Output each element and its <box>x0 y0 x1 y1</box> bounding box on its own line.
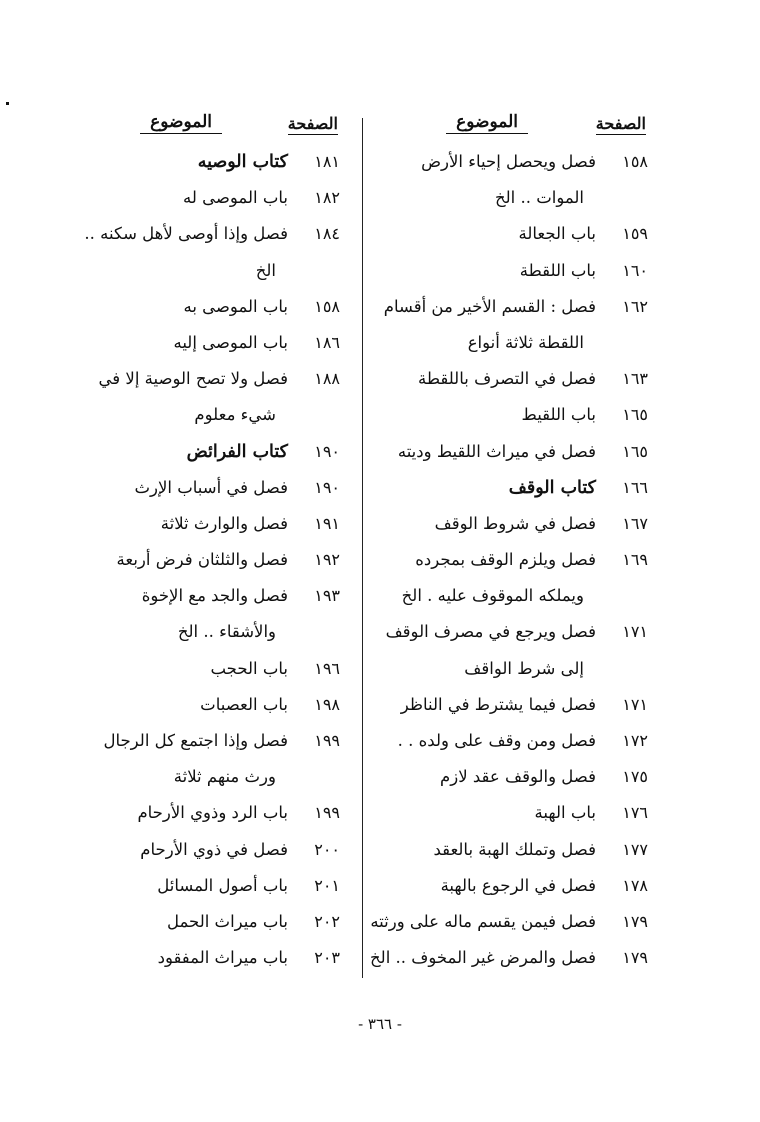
toc-entry <box>370 940 648 976</box>
toc-entry <box>378 759 648 795</box>
entry-title: إلى شرط الواقف <box>464 658 584 678</box>
toc-entry <box>378 361 648 397</box>
toc-entry <box>378 253 648 289</box>
left-column <box>84 108 340 976</box>
toc-entry <box>378 180 648 216</box>
entry-title: فصل والوارث ثلاثة <box>160 513 288 533</box>
entry-title: فصل والمرض غير المخوف .. الخ <box>370 948 596 968</box>
entry-title: باب الحجب <box>210 658 288 678</box>
entry-page-number: ١٨٢ <box>314 188 340 208</box>
right-entries <box>370 144 648 976</box>
toc-entry <box>90 180 340 216</box>
entry-title: فصل في التصرف باللقطة <box>417 369 596 389</box>
page-number: - ٣٦٦ - <box>358 1015 402 1033</box>
toc-entry <box>90 361 340 397</box>
entry-title: والأشقاء .. الخ <box>177 622 276 642</box>
entry-page-number: ١٧٥ <box>622 767 648 787</box>
entry-title: فصل والثلثان فرض أربعة <box>116 550 288 570</box>
entry-title: الموات .. الخ <box>494 188 584 208</box>
toc-entry <box>378 614 648 650</box>
toc-entry <box>90 325 340 361</box>
entry-title: فصل فيما يشترط في الناظر <box>400 694 596 714</box>
entry-title: باب اللقيط <box>521 405 596 425</box>
toc-entry <box>90 614 340 650</box>
toc-entry <box>90 940 340 976</box>
entry-page-number: ١٩٦ <box>314 658 340 678</box>
entry-page-number: ١٨٤ <box>314 224 340 244</box>
toc-entry <box>90 253 340 289</box>
entry-title: فصل في الرجوع بالهبة <box>440 875 596 895</box>
left-column-header <box>90 108 340 144</box>
entry-title: باب الموصى له <box>183 188 288 208</box>
entry-title: فصل وإذا أوصى لأهل سكنه .. <box>84 224 288 244</box>
topic-heading: الموضوع <box>446 112 528 134</box>
entry-page-number: ٢٠٢ <box>314 911 340 931</box>
entry-title: فصل في أسباب الإرث <box>134 477 288 497</box>
entry-title: باب الجعالة <box>518 224 596 244</box>
scan-mark <box>6 102 9 105</box>
toc-entry <box>84 216 340 252</box>
toc-entry <box>90 904 340 940</box>
entry-title: كتاب الفرائض <box>186 441 288 462</box>
entry-page-number: ١٧٩ <box>622 911 648 931</box>
toc-entry <box>378 542 648 578</box>
section-heading-entry <box>90 434 340 470</box>
entry-page-number: ١٩٨ <box>314 694 340 714</box>
toc-entry <box>378 832 648 868</box>
toc-entry <box>378 144 648 180</box>
entry-page-number: ١٩٠ <box>314 441 340 461</box>
entry-title: فصل والجد مع الإخوة <box>141 586 288 606</box>
entry-title: الخ <box>255 260 276 280</box>
entry-title: باب الموصى به <box>183 296 288 316</box>
column-divider <box>362 118 363 978</box>
entry-title: فصل والوقف عقد لازم <box>440 767 596 787</box>
entry-title: فصل ومن وقف على ولده . . <box>397 731 596 750</box>
entry-page-number: ١٧٦ <box>622 803 648 823</box>
entry-title: باب الرد وذوي الأرحام <box>137 803 288 823</box>
toc-entry <box>90 651 340 687</box>
toc-entry <box>90 795 340 831</box>
entry-page-number: ١٦٧ <box>622 513 648 533</box>
entry-page-number: ٢٠٣ <box>314 948 340 968</box>
entry-title: فصل فيمن يقسم ماله على ورثته <box>370 911 596 931</box>
entry-title: كتاب الوقف <box>508 477 596 498</box>
entry-page-number: ١٧٨ <box>622 875 648 895</box>
entry-page-number: ١٥٩ <box>622 224 648 244</box>
toc-entry <box>378 216 648 252</box>
toc-entry <box>378 795 648 831</box>
entry-page-number: ١٦٦ <box>622 477 648 497</box>
right-column <box>370 108 648 976</box>
entry-page-number: ١٩١ <box>314 513 340 533</box>
toc-entry <box>378 723 648 759</box>
toc-entry <box>378 651 648 687</box>
entry-page-number: ١٧١ <box>622 694 648 714</box>
toc-entry <box>90 578 340 614</box>
entry-page-number: ١٨٦ <box>314 332 340 352</box>
entry-title: كتاب الوصيه <box>197 152 288 172</box>
entry-page-number: ١٦٣ <box>622 369 648 389</box>
entry-page-number: ١٥٨ <box>622 152 648 171</box>
toc-entry <box>378 868 648 904</box>
entry-page-number: ١٩٢ <box>314 550 340 570</box>
entry-page-number: ١٧٧ <box>622 839 648 859</box>
toc-entry <box>378 687 648 723</box>
toc-entry <box>90 723 340 759</box>
entry-title: باب أصول المسائل <box>157 875 288 895</box>
toc-entry <box>90 759 340 795</box>
page-heading: الصفحة <box>287 114 338 133</box>
section-heading-entry <box>378 470 648 506</box>
toc-entry <box>90 470 340 506</box>
entry-title: ويملكه الموقوف عليه . الخ <box>401 586 584 606</box>
entry-page-number: ١٦٩ <box>622 550 648 570</box>
entry-title: فصل وتملك الهبة بالعقد <box>433 839 596 859</box>
toc-entry <box>378 397 648 433</box>
entry-title: فصل وإذا اجتمع كل الرجال <box>103 731 288 750</box>
section-heading-entry <box>90 144 340 180</box>
entry-title: فصل ويلزم الوقف بمجرده <box>415 550 596 570</box>
toc-entry <box>90 506 340 542</box>
entry-page-number: ١٨٨ <box>314 369 340 389</box>
entry-title: فصل ولا تصح الوصية إلا في <box>98 369 288 389</box>
entry-title: باب العصبات <box>200 694 288 714</box>
entry-page-number: ١٧٢ <box>622 731 648 750</box>
entry-title: اللقطة ثلاثة أنواع <box>467 332 584 352</box>
toc-entry <box>378 506 648 542</box>
entry-page-number: ١٧١ <box>622 622 648 642</box>
page-heading: الصفحة <box>595 114 646 133</box>
entry-page-number: ١٦٥ <box>622 405 648 425</box>
entry-page-number: ١٥٨ <box>314 296 340 316</box>
entry-page-number: ١٨١ <box>314 152 340 171</box>
entry-title: باب اللقطة <box>519 260 596 280</box>
toc-entry <box>90 832 340 868</box>
toc-entry <box>90 868 340 904</box>
entry-title: باب الموصى إليه <box>173 332 288 352</box>
entry-page-number: ١٦٥ <box>622 441 648 461</box>
toc-entry <box>378 325 648 361</box>
entry-title: فصل ويحصل إحياء الأرض <box>421 152 596 171</box>
left-entries <box>84 144 340 976</box>
entry-title: ورث منهم ثلاثة <box>173 767 276 787</box>
toc-entry <box>90 397 340 433</box>
entry-page-number: ١٩٣ <box>314 586 340 606</box>
toc-entry <box>378 434 648 470</box>
topic-heading: الموضوع <box>140 112 222 134</box>
toc-entry <box>370 904 648 940</box>
entry-title: فصل في شروط الوقف <box>434 513 596 533</box>
toc-entry <box>90 289 340 325</box>
entry-page-number: ١٦٠ <box>622 260 648 280</box>
entry-title: فصل في ميراث اللقيط وديته <box>397 441 596 461</box>
entry-title: شيء معلوم <box>194 405 276 425</box>
entry-title: باب ميراث الحمل <box>167 911 288 931</box>
entry-page-number: ١٧٩ <box>622 948 648 968</box>
entry-title: فصل : القسم الأخير من أقسام <box>383 296 596 316</box>
entry-page-number: ٢٠٠ <box>314 839 340 859</box>
entry-page-number: ١٩٩ <box>314 731 340 750</box>
entry-title: فصل في ذوي الأرحام <box>140 839 288 859</box>
entry-page-number: ١٩٠ <box>314 477 340 497</box>
right-column-header <box>378 108 648 144</box>
toc-entry <box>90 542 340 578</box>
toc-entry <box>90 687 340 723</box>
entry-title: باب ميراث المفقود <box>157 948 288 968</box>
entry-title: فصل ويرجع في مصرف الوقف <box>385 622 596 642</box>
toc-entry <box>378 578 648 614</box>
entry-title: باب الهبة <box>534 803 596 823</box>
entry-page-number: ١٩٩ <box>314 803 340 823</box>
entry-page-number: ١٦٢ <box>622 296 648 316</box>
entry-page-number: ٢٠١ <box>314 875 340 895</box>
toc-entry <box>378 289 648 325</box>
